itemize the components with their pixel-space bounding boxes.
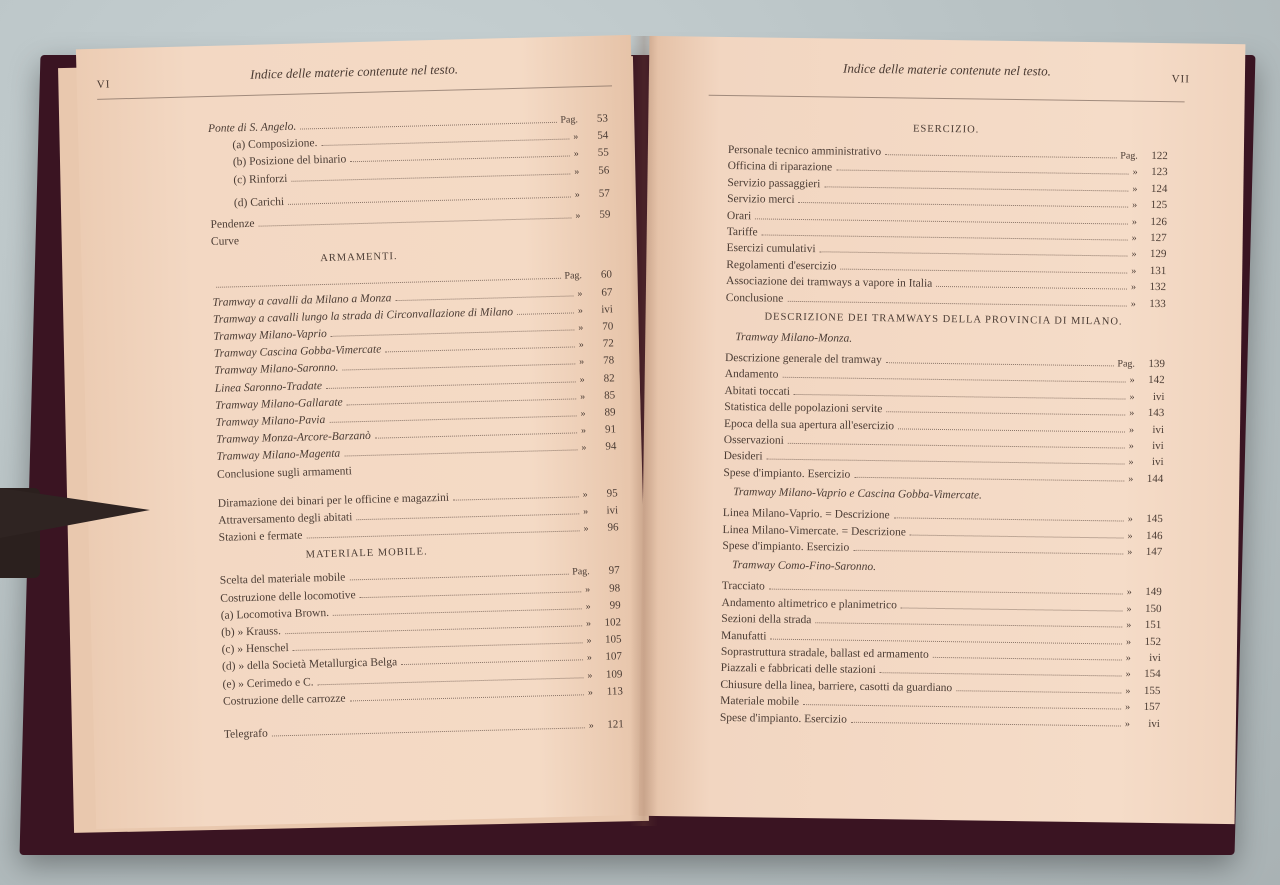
entry-label: Osservazioni <box>723 433 784 447</box>
dot-leader <box>343 363 576 371</box>
page-prefix: » <box>1128 473 1134 485</box>
page-ref: 72 <box>602 337 614 350</box>
dot-leader <box>767 458 1125 465</box>
page-ref: ivi <box>1148 717 1161 730</box>
section-title: MATERIALE MOBILE. <box>305 546 428 561</box>
dot-leader <box>350 693 584 701</box>
dot-leader <box>851 720 1121 726</box>
right-header-rule <box>709 95 1185 103</box>
page-prefix: » <box>1131 232 1137 244</box>
dot-leader <box>769 588 1123 595</box>
page-ref: ivi <box>1152 439 1164 453</box>
dot-leader <box>762 233 1128 240</box>
page-ref: 60 <box>600 268 613 282</box>
page-ref <box>585 238 611 239</box>
section-title: ESERCIZIO. <box>912 123 980 136</box>
entry-label: (b) Posizione del binario <box>232 153 347 169</box>
page-ref: 70 <box>602 320 614 333</box>
dot-leader <box>349 573 568 581</box>
entry-label: Servizio merci <box>727 193 795 207</box>
entry-label: Attraversamento degli abitati <box>218 511 353 527</box>
page-prefix: » <box>1132 167 1138 179</box>
page-ref: 82 <box>603 372 615 385</box>
page-prefix: » <box>587 686 594 699</box>
page-prefix: » <box>574 165 580 177</box>
page-ref: 157 <box>1143 701 1161 714</box>
entry-label: Associazione dei tramways a vapore in Italia <box>725 275 933 291</box>
entry-label: Piazzali e fabbricati delle stazioni <box>720 662 876 677</box>
entry-label: Linea Milano-Vimercate. = Descrizione <box>722 523 906 539</box>
dot-leader <box>395 294 573 301</box>
page-ref: 59 <box>599 208 611 221</box>
page-ref: 107 <box>605 650 623 664</box>
page-ref: 122 <box>1151 149 1168 163</box>
page-prefix: » <box>1125 652 1131 664</box>
page-ref: ivi <box>1149 651 1161 665</box>
entry-label: Epoca della sua apertura all'esercizio <box>723 417 895 432</box>
page-ref: 53 <box>596 112 609 125</box>
page-prefix: » <box>579 373 585 385</box>
dot-leader <box>788 442 1125 449</box>
dot-leader <box>331 328 575 336</box>
page-ref: 89 <box>604 406 616 419</box>
page-prefix: » <box>573 131 579 143</box>
left-page <box>76 35 651 829</box>
left-index-content <box>78 99 633 741</box>
page-ref: 142 <box>1148 374 1165 387</box>
dot-leader <box>770 637 1122 644</box>
dot-leader <box>799 201 1129 208</box>
page-prefix: Pag. <box>1117 358 1136 370</box>
entry-label: Descrizione generale del tramway <box>724 351 882 367</box>
entry-label: Curve <box>210 235 240 249</box>
entry-label: Scelta del materiale mobile <box>219 571 346 588</box>
entry-label: Diramazione dei binari per le officine e magazzini <box>217 491 450 510</box>
page-prefix: » <box>1127 530 1133 542</box>
page-ref: 96 <box>607 521 619 534</box>
page-ref: 91 <box>604 423 617 436</box>
entry-label: Statistica delle popolazioni servite <box>724 401 883 416</box>
entry-label: Abitati toccati <box>724 384 791 398</box>
page-ref: 57 <box>598 187 610 200</box>
page-ref: 126 <box>1150 215 1168 228</box>
entry-label: Officina di riparazione <box>727 160 833 174</box>
page-prefix: » <box>1128 424 1135 436</box>
entry-label: Telegrafo <box>223 727 268 741</box>
entry-label: (c) » Henschel <box>221 642 289 656</box>
entry-label: (a) Locomotiva Brown. <box>220 606 330 622</box>
entry-label: Spese d'impianto. Esercizio <box>719 711 847 726</box>
page-prefix: Pag. <box>1120 150 1138 162</box>
page-ref: ivi <box>601 303 614 316</box>
dot-leader <box>350 155 570 163</box>
page-prefix: Pag. <box>560 114 579 126</box>
entry-label: Tramway Milano-Saronno. <box>214 362 339 378</box>
page-prefix: » <box>1131 249 1137 261</box>
entry-label: Regolamenti d'esercizio <box>726 258 837 273</box>
page-ref: 144 <box>1146 472 1164 485</box>
page-ref <box>591 470 617 471</box>
page-prefix: » <box>1129 375 1135 387</box>
subsection-title: Tramway Milano-Vaprio e Cascina Gobba-Vimercate. <box>733 486 982 502</box>
page-ref: ivi <box>606 504 619 517</box>
page-ref: 109 <box>605 667 623 681</box>
entry-label: Tracciato <box>721 580 765 593</box>
entry-label: Personale tecnico amministrativo <box>727 143 882 159</box>
dot-leader <box>836 169 1128 175</box>
dot-leader <box>854 476 1124 482</box>
entry-label: Tramway Milano-Vaprio <box>213 327 327 343</box>
dot-leader <box>886 410 1125 415</box>
page-prefix: Pag. <box>572 566 590 578</box>
left-page-running-title: Indice delle materie contenute nel testo. <box>249 61 459 82</box>
page-prefix: » <box>583 523 589 535</box>
page-ref: 124 <box>1150 182 1168 195</box>
page-ref: 146 <box>1145 529 1163 542</box>
entry-label: (c) Rinforzi <box>233 172 288 186</box>
page-prefix: » <box>1128 456 1134 469</box>
entry-label: Materiale mobile <box>720 695 800 709</box>
dot-leader <box>898 427 1125 432</box>
page-ref: 95 <box>606 487 618 500</box>
page-ref: 102 <box>604 616 622 629</box>
entry-label: Costruzione delle locomotive <box>220 588 356 605</box>
page-ref: 132 <box>1149 281 1167 294</box>
page-prefix: » <box>575 210 581 222</box>
page-prefix: Pag. <box>564 270 583 283</box>
dot-leader <box>910 533 1124 538</box>
page-prefix: » <box>1131 216 1138 228</box>
dot-leader <box>815 621 1122 627</box>
dot-leader <box>344 449 577 457</box>
page-prefix: » <box>586 635 592 647</box>
index-entry <box>224 715 624 740</box>
page-ref: 121 <box>607 718 624 731</box>
entry-label: Servizio passaggieri <box>727 176 821 191</box>
page-prefix: » <box>1126 586 1132 599</box>
page-prefix: » <box>583 506 589 518</box>
entry-label: Stazioni e fermate <box>218 529 303 545</box>
section-title: DESCRIZIONE DEI TRAMWAYS DELLA PROVINCIA DI MILANO. <box>764 311 1123 328</box>
page-ref: 98 <box>609 581 621 595</box>
entry-label: Tariffe <box>726 225 758 239</box>
entry-label: Linea Saronno-Tradate <box>214 379 323 395</box>
page-prefix: » <box>1129 391 1135 403</box>
dot-leader <box>385 346 575 353</box>
page-prefix: » <box>1126 619 1132 631</box>
page-prefix: » <box>579 356 585 368</box>
entry-label: Chiusure della linea, barriere, casotti da guardiano <box>720 678 953 694</box>
dot-leader <box>886 361 1114 366</box>
dot-leader <box>841 267 1128 273</box>
entry-label: Tramway a cavalli da Milano a Monza <box>212 291 392 309</box>
entry-label: Linea Milano-Vaprio. = Descrizione <box>722 507 890 522</box>
entry-label: Conclusione <box>725 291 784 305</box>
entry-label: Tramway Milano-Pavia <box>215 413 326 429</box>
entry-label: Andamento <box>724 368 779 382</box>
page-ref: 150 <box>1144 602 1162 615</box>
dot-leader <box>794 393 1126 400</box>
entry-label: Sezioni della strada <box>721 613 812 627</box>
page-prefix: » <box>1127 513 1133 525</box>
page-prefix: » <box>587 669 593 681</box>
dot-leader <box>956 689 1121 693</box>
dot-leader <box>901 606 1123 611</box>
page-prefix: » <box>588 720 594 732</box>
entry-label: (d) » della Società Metallurgica Belga <box>221 656 398 674</box>
page-prefix: » <box>580 425 587 437</box>
dot-leader <box>517 311 574 314</box>
dot-leader <box>936 285 1127 290</box>
page-prefix: » <box>581 442 587 454</box>
page-ref: 152 <box>1144 635 1162 648</box>
page-prefix: » <box>1127 546 1133 558</box>
page-ref: 85 <box>603 389 616 402</box>
right-page-number: VII <box>1171 73 1191 86</box>
entry-label: Ponte di S. Angelo. <box>207 120 297 135</box>
page-ref: ivi <box>1152 423 1165 436</box>
entry-label: Spese d'impianto. Esercizio <box>722 539 850 554</box>
page-prefix: » <box>582 488 588 501</box>
page-ref: ivi <box>1152 390 1165 403</box>
dot-leader <box>755 217 1128 224</box>
page-prefix: » <box>585 600 591 613</box>
dot-leader <box>291 172 570 181</box>
page-ref: 149 <box>1145 586 1162 599</box>
dot-leader <box>824 185 1128 191</box>
dot-leader <box>885 153 1116 158</box>
page-ref: 125 <box>1150 199 1168 212</box>
page-prefix: » <box>1130 298 1136 310</box>
dot-leader <box>803 703 1121 709</box>
dot-leader <box>401 659 583 666</box>
page-ref: 133 <box>1149 297 1166 310</box>
page-ref: 97 <box>608 564 620 578</box>
entry-label: (d) Carichi <box>233 195 285 210</box>
dot-leader <box>880 672 1122 677</box>
entry-label: Costruzione delle carrozze <box>222 692 346 708</box>
dot-leader <box>787 299 1126 306</box>
dot-leader <box>356 512 579 520</box>
page-ref: 151 <box>1144 619 1162 632</box>
dot-leader <box>453 495 579 500</box>
page-ref: 154 <box>1144 668 1161 681</box>
section-title: ARMAMENTI. <box>320 251 398 265</box>
right-page <box>639 36 1246 824</box>
entry-label: Tramway Cascina Gobba-Vimercate <box>213 343 382 361</box>
page-prefix: » <box>1125 701 1131 713</box>
index-entry <box>234 184 610 209</box>
page-prefix: » <box>1125 685 1131 697</box>
dot-leader <box>820 251 1128 257</box>
right-page-running-title: Indice delle materie contenute nel testo. <box>842 60 1052 79</box>
page-prefix: » <box>1128 440 1134 452</box>
subsection-title: Tramway Como-Fino-Saronno. <box>732 559 877 574</box>
entry-label: Conclusione sugli armamenti <box>216 464 352 481</box>
page-ref: 143 <box>1147 407 1165 420</box>
page-prefix: » <box>578 322 584 334</box>
entry-label: Tramway a cavalli lungo la strada di Circonvallazione di Milano <box>212 305 514 326</box>
page-ref: 127 <box>1150 231 1167 245</box>
entry-label: Orari <box>726 209 752 222</box>
page-prefix: » <box>1125 636 1132 648</box>
entry-label: Soprastruttura stradale, ballast ed armamento <box>720 645 929 661</box>
page-prefix: » <box>1132 199 1138 211</box>
page-prefix: » <box>577 287 583 299</box>
page-prefix: » <box>580 408 586 420</box>
page-ref: 131 <box>1149 264 1167 277</box>
subsection-title: Tramway Milano-Monza. <box>735 331 853 345</box>
page-prefix: » <box>1126 603 1132 615</box>
page-ref: 123 <box>1151 166 1168 179</box>
dot-leader <box>933 656 1122 661</box>
dot-leader <box>272 726 585 736</box>
entry-label: (a) Composizione. <box>232 137 318 152</box>
page-ref: 56 <box>598 164 610 177</box>
page-prefix: » <box>578 339 584 351</box>
dot-leader <box>288 195 571 204</box>
entry-label: Tramway Milano-Magenta <box>216 448 341 464</box>
page-ref: 139 <box>1148 357 1166 371</box>
page-prefix: » <box>1129 407 1135 419</box>
page-prefix: » <box>1131 265 1137 277</box>
page-ref: 105 <box>604 633 622 646</box>
entry-label: Esercizi cumulativi <box>726 242 816 256</box>
page-ref: 78 <box>603 354 615 368</box>
dot-leader <box>782 376 1125 383</box>
page-prefix: » <box>586 652 593 664</box>
page-ref: 94 <box>605 440 617 454</box>
page-prefix: » <box>1130 281 1137 293</box>
page-ref: 113 <box>606 685 624 698</box>
page-ref: ivi <box>1151 456 1164 469</box>
entry-label: Tramway Milano-Gallarate <box>215 396 343 412</box>
page-prefix: » <box>1124 718 1130 730</box>
right-page-header <box>649 58 1245 94</box>
page-ref: 147 <box>1145 545 1163 559</box>
entry-label: (b) » Krauss. <box>221 625 282 639</box>
page-ref: 155 <box>1143 684 1161 697</box>
entry-label: Desideri <box>723 450 763 463</box>
entry-label: Manufatti <box>721 629 767 643</box>
page-prefix: » <box>574 189 581 201</box>
page-ref: 129 <box>1149 248 1167 261</box>
page-prefix: » <box>577 305 584 317</box>
page-prefix: » <box>580 390 586 403</box>
dot-leader <box>853 549 1123 555</box>
page-prefix: » <box>1132 183 1138 195</box>
dot-leader <box>375 432 577 439</box>
page-ref: 145 <box>1146 513 1163 526</box>
dot-leader <box>347 397 577 405</box>
entry-label: Tramway Monza-Arcore-Barzanò <box>216 429 371 447</box>
page-prefix: » <box>573 148 579 160</box>
entry-label: Andamento altimetrico e planimetrico <box>721 596 897 612</box>
page-prefix: » <box>585 618 592 630</box>
page-ref: 55 <box>597 146 609 160</box>
page-ref: 99 <box>609 599 621 612</box>
dot-leader <box>894 517 1124 522</box>
page-prefix: » <box>1125 668 1131 681</box>
dot-leader <box>360 590 582 598</box>
dot-leader <box>306 530 579 539</box>
bookmark-ribbon <box>0 488 150 538</box>
page-prefix: » <box>585 583 591 595</box>
page-ref: 67 <box>601 286 613 299</box>
entry-label: (e) » Cerimedo e C. <box>222 675 314 691</box>
entry-label: Pendenze <box>210 217 255 231</box>
left-page-number: VI <box>96 78 111 91</box>
page-ref: 54 <box>597 129 609 142</box>
entry-label: Spese d'impianto. Esercizio <box>723 466 851 481</box>
